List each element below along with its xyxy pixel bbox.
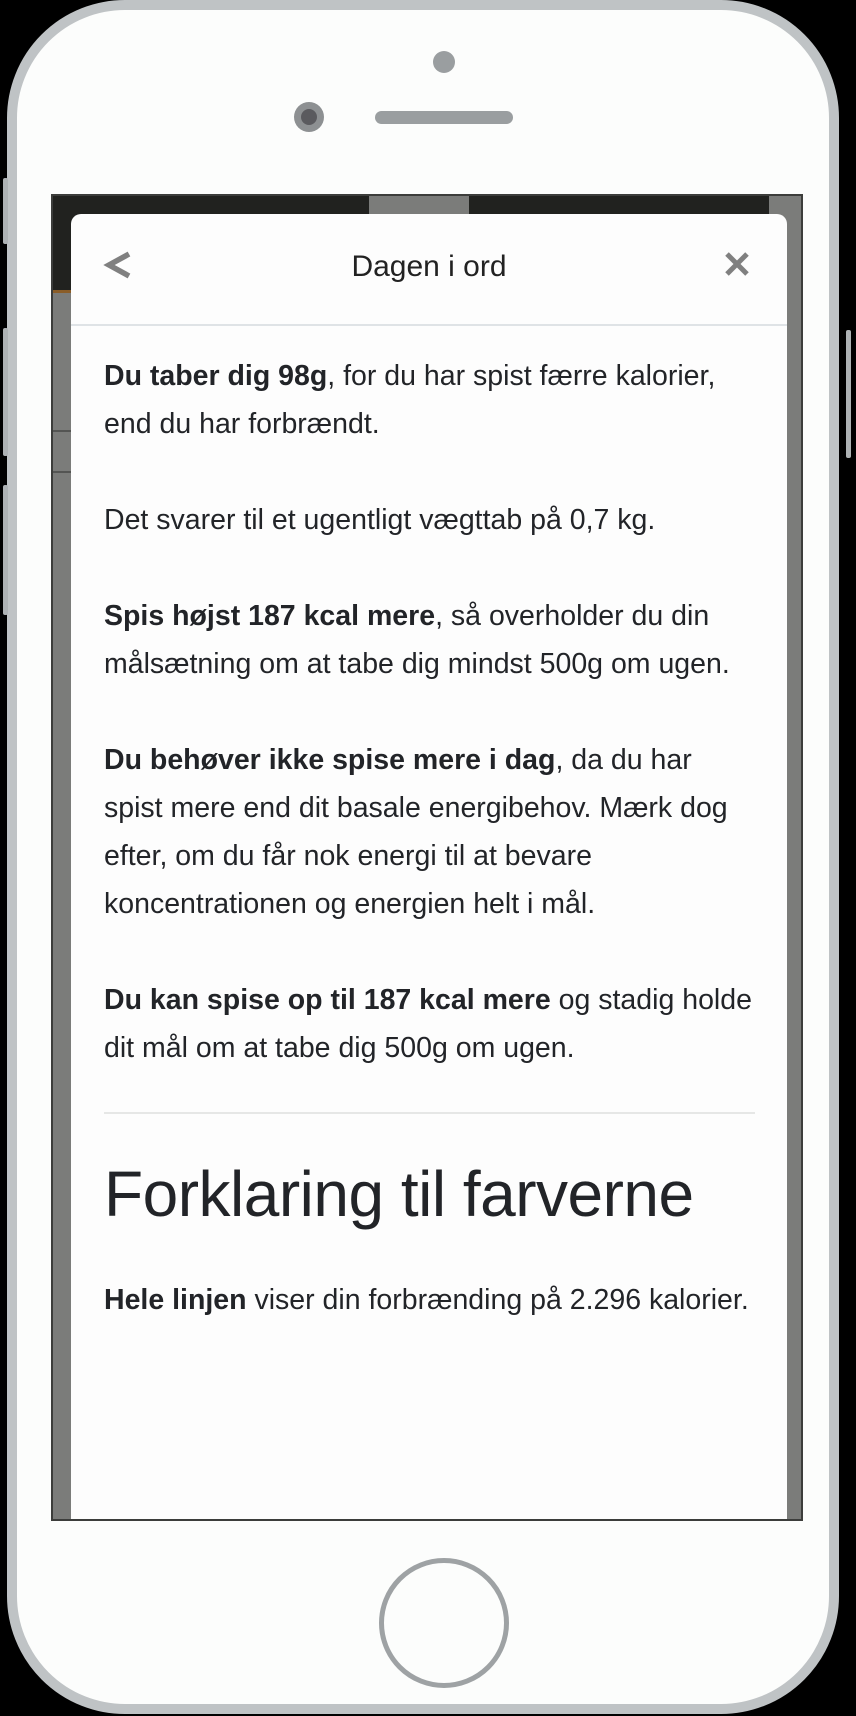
modal-header	[71, 214, 787, 326]
phone-screen	[51, 194, 803, 1521]
summary-weekly-loss	[104, 496, 755, 544]
background-divider	[53, 471, 73, 473]
volume-down-button	[3, 485, 8, 615]
mute-switch	[3, 178, 8, 244]
power-button	[846, 330, 851, 458]
summary-weight-loss	[104, 352, 755, 448]
color-legend-heading: Forklaring til farverne	[104, 1158, 694, 1230]
summary-energy-need	[104, 736, 755, 928]
close-icon	[723, 250, 751, 278]
legend-full-line	[104, 1276, 755, 1324]
home-button[interactable]	[379, 1558, 509, 1688]
modal-body	[71, 326, 787, 1324]
background-divider	[53, 430, 73, 432]
paragraph-text: , for du har spist færre kalorier, end du har forbrændt.	[104, 360, 716, 440]
paragraph-text: viser din forbrænding på 2.296 kalorier.	[246, 1284, 749, 1316]
summary-kcal-remaining	[104, 976, 755, 1072]
paragraph-text: Det svarer til et ugentligt vægttab på 0,7 kg.	[104, 504, 656, 536]
paragraph-text: og stadig holde dit mål om at tabe dig 500g om ugen.	[104, 984, 752, 1064]
paragraph-text: , da du har spist mere end dit basale energibehov. Mærk dog efter, om du får nok energi til at bevare koncentrationen og energien helt i mål.	[104, 744, 728, 920]
front-camera	[294, 102, 324, 132]
paragraph-text: , så overholder du din målsætning om at tabe dig mindst 500g om ugen.	[104, 600, 730, 680]
section-divider	[104, 1112, 755, 1114]
modal-title: Dagen i ord	[351, 250, 507, 283]
earpiece-speaker	[375, 111, 513, 124]
emphasis: Du taber dig 98g	[104, 360, 328, 392]
close-button[interactable]	[723, 250, 759, 286]
emphasis: Spis højst 187 kcal mere	[104, 600, 436, 632]
background-tab-indicator	[369, 196, 469, 216]
emphasis: Hele linjen	[104, 1284, 247, 1316]
background-accent-line	[53, 290, 73, 293]
day-in-words-modal	[71, 214, 787, 1521]
proximity-sensor	[433, 51, 455, 73]
emphasis: Du kan spise op til 187 kcal mere	[104, 984, 551, 1016]
volume-up-button	[3, 328, 8, 456]
emphasis: Du behøver ikke spise mere i dag	[104, 744, 556, 776]
summary-kcal-limit	[104, 592, 755, 688]
